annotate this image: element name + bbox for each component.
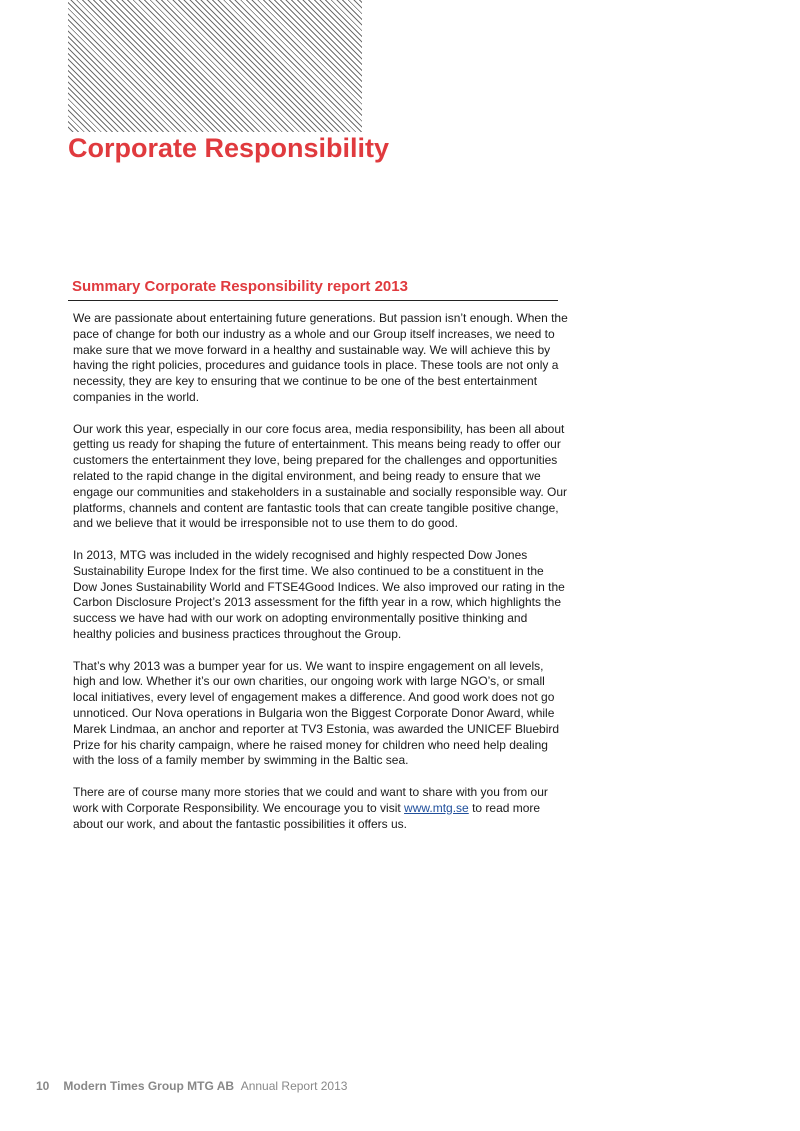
page-number: 10 (36, 1079, 50, 1093)
page-title: Corporate Responsibility (68, 133, 390, 163)
paragraph-intro: We are passionate about entertaining future generations. But passion isn’t enough. When the pace of change for both our industry as a whole and our Group itself increases, we need to make sure that we move forward in a healthy and sustainable way. We will achieve this by having the right policies, procedures and guidance tools in place. These tools are not only a necessity, they are key to ensuring that we continue to be one of the best entertainment companies in the world. (73, 311, 568, 404)
footer-company-name: Modern Times Group MTG AB (63, 1079, 235, 1093)
closing-text-after-link: to read more about our work, and about the fantastic possibilities it offers us. (73, 800, 541, 831)
paragraph-media-responsibility: Our work this year, especially in our core focus area, media responsibility, has been all about getting us ready for shaping the future of entertainment. This means being ready to offer our customers the entertainment they love, being prepared for the challenges and opportunities related to the rapid change in the digital environment, and being ready to ensure that we engage our communities and stakeholders in a sustainable and socially responsible way. Our platforms, channels and content are fantastic tools that can create tangible positive change, and we believe that it would be irresponsible not to use them to do good. (73, 421, 568, 531)
body-text (73, 311, 568, 848)
closing-text-before-link: There are of course many more stories that we could and want to share with you from our work with Corporate Responsibility. We encourage you to visit (73, 784, 548, 815)
hatch-pattern-decoration (68, 0, 362, 132)
paragraph-engagement: That’s why 2013 was a bumper year for us. We want to inspire engagement on all levels, high and low. Whether it’s our own charities, our ongoing work with large NGO’s, or small local initiatives, every level of engagement makes a difference. And good work does not go unnoticed. Our Nova operations in Bulgaria won the Biggest Corporate Donor Award, while Marek Lindmaa, an anchor and reporter at TV3 Estonia, was awarded the UNICEF Bluebird Prize for his charity campaign, where he raised money for children who need help dealing with the loss of a family member by swimming in the Baltic sea. (73, 658, 560, 768)
mtg-website-link[interactable]: www.mtg.se (404, 800, 469, 815)
section-divider (68, 300, 558, 301)
page-footer (36, 1078, 347, 1094)
paragraph-indices: In 2013, MTG was included in the widely recognised and highly respected Dow Jones Sustainability Europe Index for the first time. We also continued to be a constituent in the Dow Jones Sustainability World and FTSE4Good Indices. We also improved our rating in the Carbon Disclosure Project’s 2013 assessment for the fifth year in a row, which highlights the success we have had with our work on adopting environmentally positive thinking and healthy policies and business practices throughout the Group. (73, 547, 565, 641)
paragraph-closing (73, 785, 568, 832)
section-title: Summary Corporate Responsibility report 2013 (72, 278, 408, 295)
footer-report-name: Annual Report 2013 (240, 1079, 348, 1093)
